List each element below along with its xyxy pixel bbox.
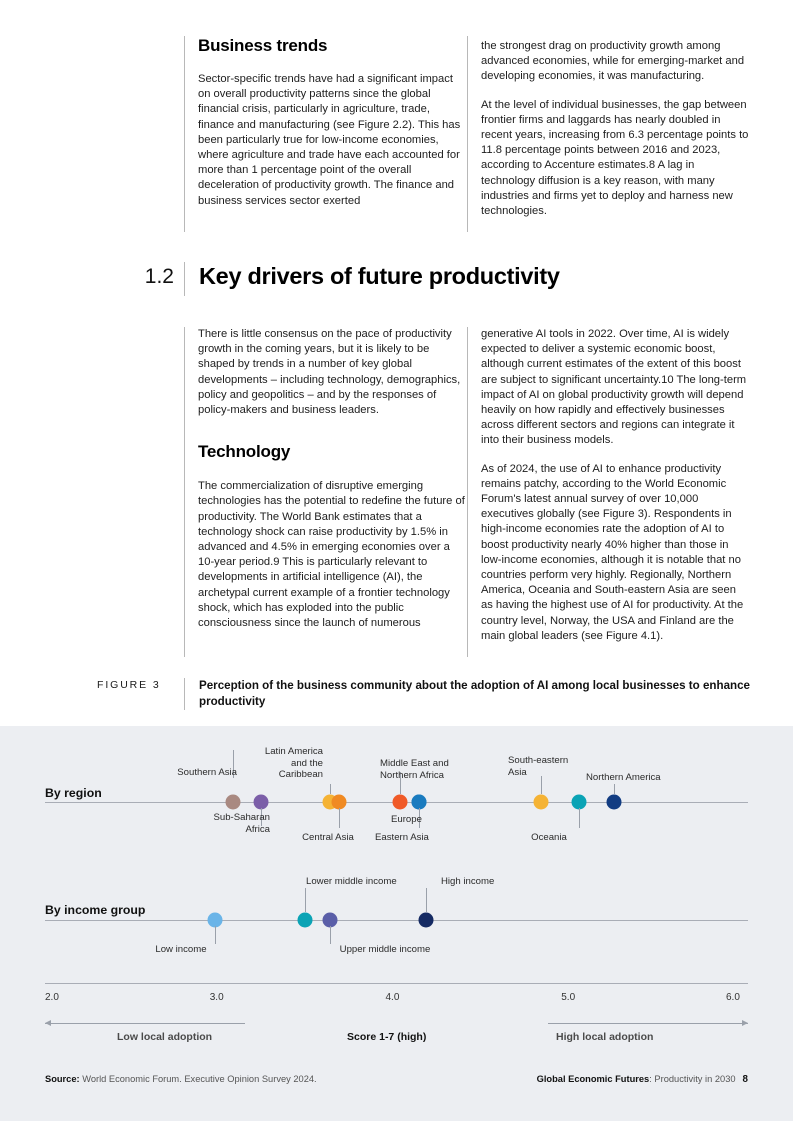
chart-point-label: Northern America [586, 772, 661, 783]
chart-point-label: Central Asia [302, 832, 354, 843]
chart-data-point [419, 913, 434, 928]
chart-point-leader [419, 808, 420, 812]
high-adoption-arrow-line [548, 1023, 748, 1024]
top-section-columns [184, 36, 750, 232]
body-section-columns [184, 327, 750, 657]
chart-data-point [226, 795, 241, 810]
source-note [45, 1074, 317, 1084]
chart-scale-line [45, 983, 748, 984]
figure-caption-block [97, 678, 757, 710]
body-right-column [467, 327, 750, 657]
figure-label: FIGURE 3 [97, 679, 161, 691]
high-adoption-note: High local adoption [556, 1031, 654, 1043]
figure-3-chart [0, 726, 793, 1121]
chart-point-label: Sub-Saharan Africa [213, 812, 270, 835]
top-left-column [184, 36, 467, 232]
column-rule [467, 327, 468, 657]
top-right-column [467, 36, 750, 232]
body-left-column [184, 327, 467, 657]
chart-point-label: Europe [391, 814, 422, 825]
chart-point-leader [541, 776, 542, 794]
x-tick-label: 3.0 [209, 992, 224, 1003]
chart-group-label-region: By region [45, 786, 102, 800]
chart-point-leader [330, 784, 331, 794]
chart-point-label: Southern Asia [177, 767, 237, 778]
chart-point-label: Oceania [531, 832, 567, 843]
chart-point-label: Latin America and the Caribbean [264, 746, 323, 780]
section-heading-technology: Technology [198, 442, 291, 462]
chart-point-label: Lower middle income [306, 876, 397, 887]
x-tick-label: 2.0 [45, 992, 59, 1003]
chart-point-leader [426, 888, 427, 912]
section-heading-business-trends: Business trends [198, 36, 328, 55]
chart-point-leader [305, 888, 306, 912]
chart-data-point [533, 795, 548, 810]
chart-point-label: High income [441, 876, 495, 887]
low-adoption-arrow-head [45, 1020, 51, 1026]
chart-data-point [393, 795, 408, 810]
source-label: Source: [45, 1074, 80, 1084]
paragraph: generative AI tools in 2022. Over time, AI is widely expected to deliver a systemic economic boost, although current estimates of the extent of this boost are subject to significant uncertainty.10 The long-term impact of AI on global productivity growth will depend heavily on how rapidly and effectively businesses across different sectors and regions can integrate it into their business models. [481, 328, 747, 447]
chart-point-label: Eastern Asia [375, 832, 429, 843]
chart-point-leader [579, 808, 580, 828]
chart-point-label: Low income [155, 944, 207, 955]
report-title: Global Economic Futures [536, 1074, 650, 1084]
column-rule [184, 36, 185, 232]
x-tick-label: 4.0 [385, 992, 400, 1003]
chart-point-leader [330, 926, 331, 944]
chart-point-leader [614, 784, 615, 794]
chart-axis-income [45, 920, 748, 921]
high-adoption-arrow-head [742, 1020, 748, 1026]
chart-point-label: South-eastern Asia [508, 755, 569, 778]
paragraph: the strongest drag on productivity growth among advanced economies, while for emerging-market and developing economies, it was manufacturing. [481, 40, 745, 83]
paragraph: There is little consensus on the pace of productivity growth in the coming years, but it is likely to be shaped by trends in a number of key global developments – including technology, demographics, policy and geopolitics – and by the responses of policy-makers and business leaders. [198, 328, 461, 417]
chart-point-label: Upper middle income [339, 944, 431, 955]
column-rule [467, 36, 468, 232]
page-number: 8 [742, 1074, 748, 1085]
x-tick-label: 5.0 [561, 992, 576, 1003]
low-adoption-note: Low local adoption [117, 1031, 213, 1043]
figure-title: Perception of the business community about the adoption of AI among local businesses to enhance productivity [199, 679, 750, 708]
chart-group-label-income: By income group [45, 903, 146, 917]
chapter-number: 1.2 [144, 265, 174, 288]
figure-divider [184, 678, 185, 710]
source-text: World Economic Forum. Executive Opinion Survey 2024. [82, 1074, 317, 1084]
low-adoption-arrow-line [45, 1023, 245, 1024]
footer-report-info [537, 1074, 748, 1085]
chart-data-point [607, 795, 622, 810]
paragraph: Sector-specific trends have had a significant impact on overall productivity patterns since the global financial crisis, particularly in agriculture, trade, finance and manufacturing (see Figure 2.2). This has been particularly true for low-income economies, where agriculture and trade have each accounted for more than 1 percentage point of the overall deceleration of productivity growth. The finance and business services sector exerted [198, 73, 461, 207]
paragraph: The commercialization of disruptive emerging technologies has the potential to redefine the future of productivity. The World Bank estimates that a technology shock can raise productivity by 1.5% in advanced and 4.5% in emerging economies over a 10-year period.9 This is particularly relevant to developments in artificial intelligence (AI), the archetypal current example of a frontier technology shock, which has exploded into the public consciousness since the launch of numerous [198, 480, 465, 630]
chapter-divider [184, 262, 185, 296]
chapter-heading [140, 262, 760, 296]
chapter-title: Key drivers of future productivity [199, 263, 560, 289]
chart-data-point [298, 913, 313, 928]
chart-point-leader [339, 808, 340, 828]
score-axis-label: Score 1-7 (high) [347, 1031, 427, 1043]
chart-point-label: Middle East and Northern Africa [380, 758, 449, 781]
report-subtitle: : Productivity in 2030 [649, 1074, 736, 1084]
column-rule [184, 327, 185, 657]
chart-point-leader [215, 926, 216, 944]
paragraph: As of 2024, the use of AI to enhance productivity remains patchy, according to the World Economic Forum's latest annual survey of over 10,000 executives globally (see Figure 3). Respondents in high-income economies rate the adoption of AI to boost productivity nearly 40% higher than those in low-income economies, although it is notable that no countries perform very highly. Regionally, Northern America, Oceania and South-eastern Asia are seen as having the highest use of AI for productivity. At the country level, Norway, the USA and Finland are the main global leaders (see Figure 4.1). [481, 462, 744, 642]
paragraph: At the level of individual businesses, the gap between frontier firms and laggards has nearly doubled in recent years, increasing from 6.3 percentage points to 11.8 percentage points between 2016 and 2023, according to Accenture estimates.8 A lag in technology diffusion is a key reason, with many industries and firms yet to deploy and harness new technologies. [481, 98, 749, 218]
x-tick-label: 6.0 [726, 992, 740, 1003]
